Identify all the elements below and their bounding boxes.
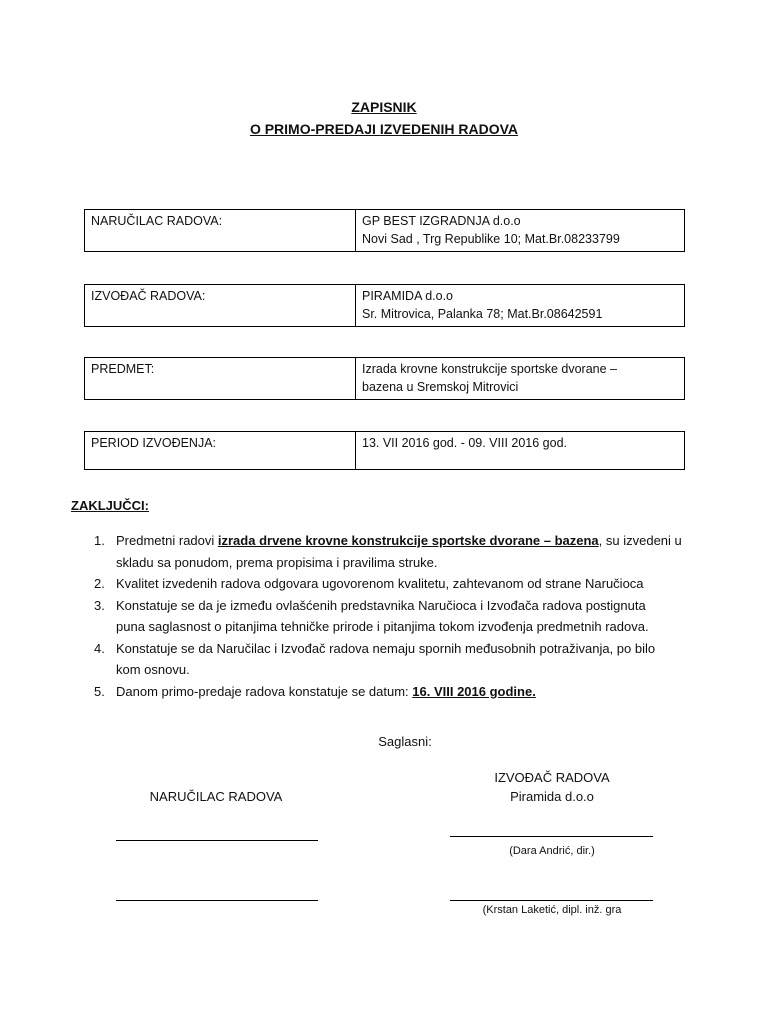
item-number: 5. [94, 683, 105, 699]
contractor-address: Sr. Mitrovica, Palanka 78; Mat.Br.08642591 [362, 307, 603, 321]
item-text: puna saglasnost o pitanjima tehničke prirode i pitanjima tokom izvođenja predmetnih radova. [116, 619, 649, 634]
item-number: 3. [94, 597, 105, 613]
conclusions-list [71, 530, 711, 702]
client-details [356, 210, 685, 252]
list-item [71, 681, 711, 703]
client-signature-line-1 [116, 840, 318, 841]
document-title-line1: ZAPISNIK [351, 99, 417, 115]
client-name: GP BEST IZGRADNJA d.o.o [362, 214, 521, 228]
client-signature-line-2 [116, 900, 318, 901]
contractor-name: PIRAMIDA d.o.o [362, 289, 454, 303]
subject-line1: Izrada krovne konstrukcije sportske dvorane – [362, 362, 617, 376]
contractor-signature-line-1 [450, 836, 653, 837]
item-text: skladu sa ponudom, prema propisima i pravilima struke. [116, 554, 438, 570]
list-item [71, 573, 711, 595]
contractor-info-table [84, 284, 685, 327]
signer-2-name: (Krstan Laketić, dipl. inž. gra [482, 904, 622, 916]
list-item [71, 530, 711, 573]
contractor-company-name: Piramida d.o.o [510, 789, 594, 804]
client-label: NARUČILAC RADOVA: [85, 210, 356, 252]
item-number: 1. [94, 533, 105, 548]
subject-info-table [84, 357, 685, 400]
subject-label: PREDMET: [85, 358, 356, 400]
contractor-label: IZVOĐAČ RADOVA: [85, 285, 356, 327]
signer-1-name: (Dara Andrić, dir.) [509, 845, 595, 857]
subject-line2: bazena u Sremskoj Mitrovici [362, 380, 519, 394]
client-info-table [84, 209, 685, 252]
subject-details [356, 358, 685, 400]
item-text: Konstatuje se da je između ovlašćenih predstavnika Naručioca i Izvođača radova postignuta [116, 597, 646, 613]
period-details [356, 432, 685, 470]
client-signature-label: NARUČILAC RADOVA [149, 789, 283, 804]
item-number: 4. [94, 640, 105, 656]
list-item [71, 595, 711, 638]
period-label: PERIOD IZVOĐENJA: [85, 432, 356, 470]
agreed-label: Saglasni: [378, 734, 432, 749]
contractor-signature-label: IZVOĐAČ RADOVA [494, 770, 610, 785]
conclusions-heading: ZAKLJUČCI: [71, 498, 149, 513]
document-title-line2: O PRIMO-PREDAJI IZVEDENIH RADOVA [249, 121, 519, 137]
item-text: Kvalitet izvedenih radova odgovara ugovorenom kvalitetu, zahtevanom od strane Naručioca [116, 576, 644, 591]
item-bold-text: 16. VIII 2016 godine. [412, 683, 536, 699]
contractor-signature-line-2 [450, 900, 653, 901]
list-item [71, 638, 711, 681]
item-number: 2. [94, 576, 105, 591]
client-address: Novi Sad , Trg Republike 10; Mat.Br.08233799 [362, 232, 620, 246]
period-info-table [84, 431, 685, 470]
item-text: Konstatuje se da Naručilac i Izvođač radova nemaju spornih međusobnih potraživanja, po bilo [116, 640, 656, 656]
item-text: Predmetni radovi [116, 533, 218, 548]
contractor-details [356, 285, 685, 327]
item-bold-text: izrada drvene krovne konstrukcije sportske dvorane – bazena [217, 533, 599, 548]
item-text: Danom primo-predaje radova konstatuje se datum: [116, 683, 413, 699]
period-value: 13. VII 2016 god. - 09. VIII 2016 god. [362, 436, 568, 450]
item-text: kom osnovu. [116, 662, 190, 677]
item-text: , su izvedeni u [598, 533, 682, 548]
